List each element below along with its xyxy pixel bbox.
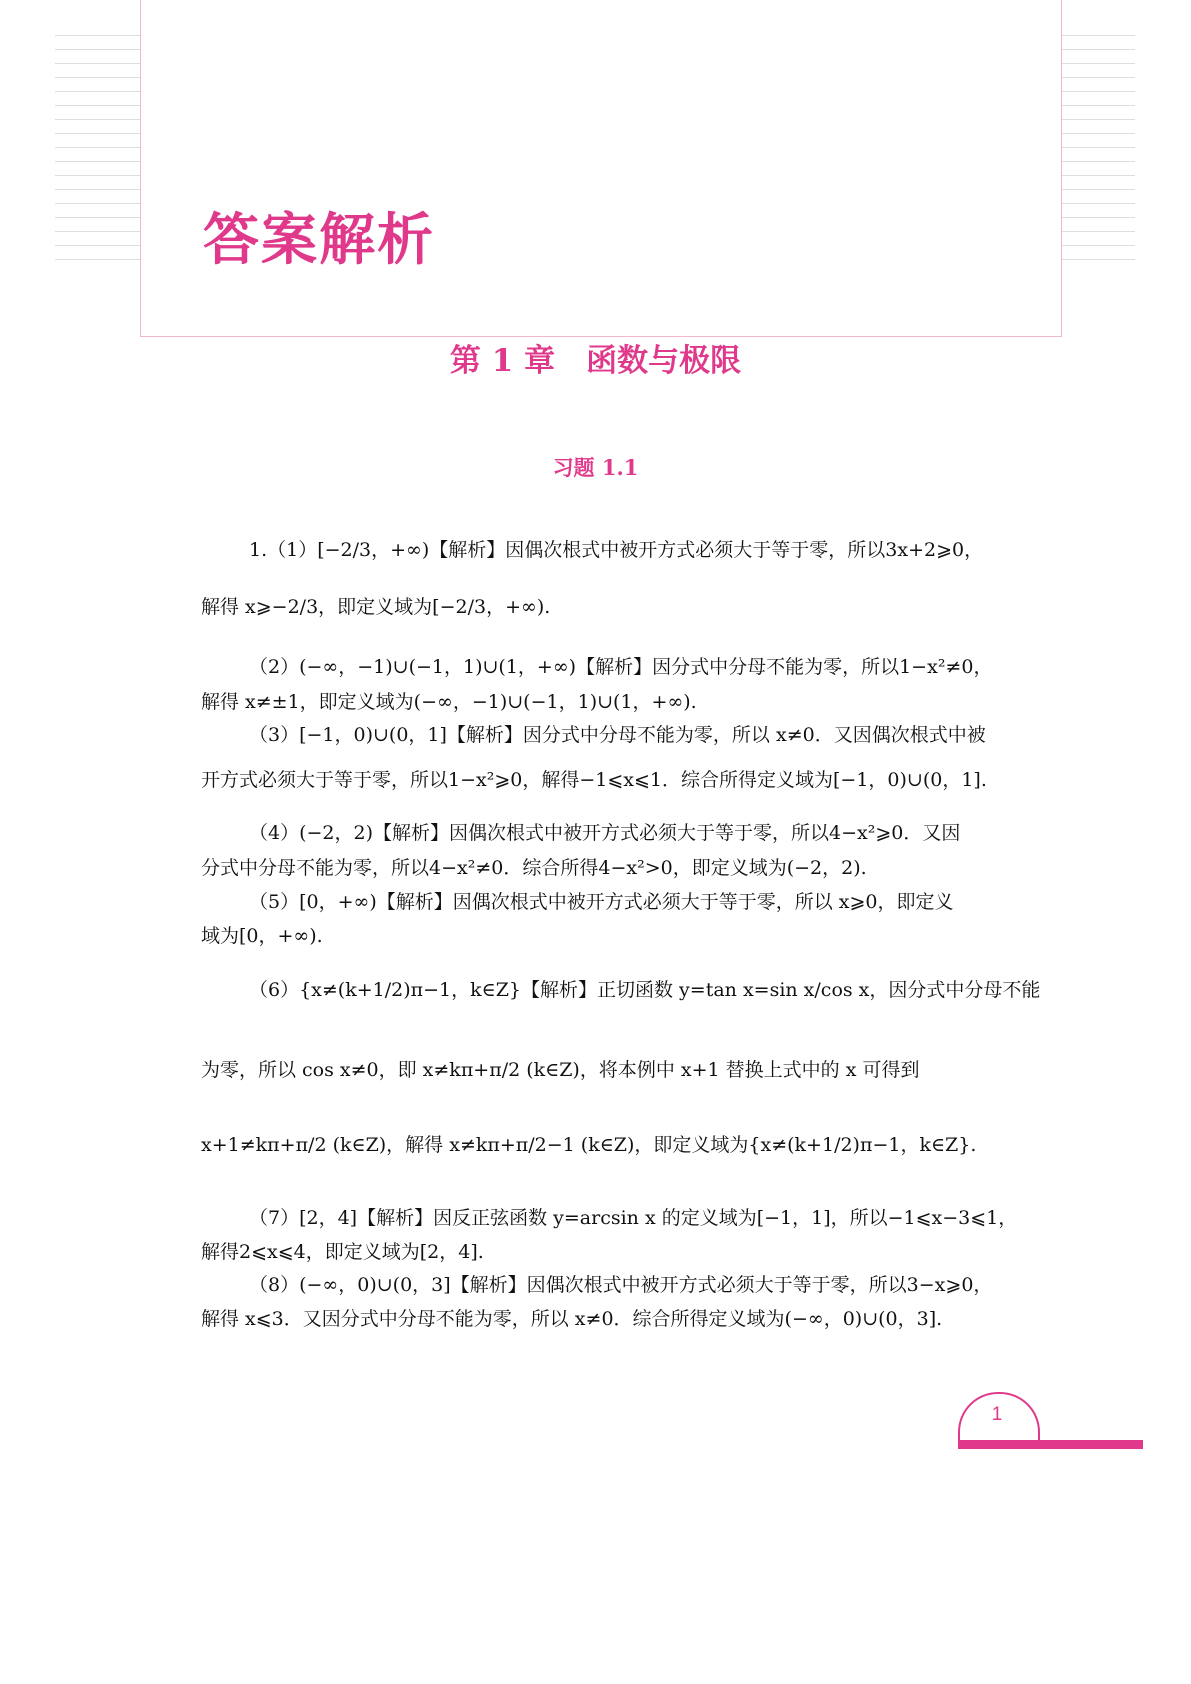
text-line: 解得 x⩾−2/3，即定义域为[−2/3，+∞). xyxy=(201,596,551,618)
text-line: 解得 x≠±1，即定义域为(−∞，−1)∪(−1，1)∪(1，+∞). xyxy=(201,691,697,713)
page-footer-bar xyxy=(958,1440,1143,1449)
decorative-dashes-left xyxy=(55,35,150,270)
chapter-title: 第 1 章 函数与极限 xyxy=(449,343,742,379)
text-line: 开方式必须大于等于零，所以1−x²⩾0，解得−1⩽x⩽1．综合所得定义域为[−1，0)∪(0，1]. xyxy=(201,769,987,791)
text-line: 为零，所以 cos x≠0，即 x≠kπ+π/2 (k∈Z)，将本例中 x+1 替换上式中的 x 可得到 xyxy=(201,1059,920,1081)
text-line: （7）[2，4]【解析】因反正弦函数 y=arcsin x 的定义域为[−1，1]，所以−1⩽x−3⩽1， xyxy=(249,1207,1018,1229)
text-line: （4）(−2，2)【解析】因偶次根式中被开方式必须大于等于零，所以4−x²⩾0．又因 xyxy=(249,822,961,844)
text-line: （8）(−∞，0)∪(0，3]【解析】因偶次根式中被开方式必须大于等于零，所以3−x⩾0， xyxy=(249,1274,993,1296)
text-line: （5）[0，+∞)【解析】因偶次根式中被开方式必须大于等于零，所以 x⩾0，即定义 xyxy=(249,891,954,913)
title-frame xyxy=(140,0,1062,337)
text-line: 分式中分母不能为零，所以4−x²≠0．综合所得4−x²>0，即定义域为(−2，2). xyxy=(201,857,867,879)
text-line: （2）(−∞，−1)∪(−1，1)∪(1，+∞)【解析】因分式中分母不能为零，所以1−x²≠0， xyxy=(249,656,993,678)
page-number: 1 xyxy=(991,1404,1003,1425)
section-title: 习题 1.1 xyxy=(552,455,639,480)
page-title: 答案解析 xyxy=(203,208,435,273)
text-line: 域为[0，+∞). xyxy=(201,925,323,947)
text-line: 解得2⩽x⩽4，即定义域为[2，4]. xyxy=(201,1241,484,1263)
text-line: （6）{x≠(k+1/2)π−1，k∈Z}【解析】正切函数 y=tan x=sin x/cos x，因分式中分母不能 xyxy=(249,979,1041,1001)
text-line: （3）[−1，0)∪(0，1]【解析】因分式中分母不能为零，所以 x≠0．又因偶次根式中被 xyxy=(249,724,986,746)
text-line: x+1≠kπ+π/2 (k∈Z)，解得 x≠kπ+π/2−1 (k∈Z)，即定义域为{x≠(k+1/2)π−1，k∈Z}. xyxy=(201,1134,977,1156)
text-line: 1.（1）[−2/3，+∞)【解析】因偶次根式中被开方式必须大于等于零，所以3x+2⩾0， xyxy=(249,539,984,561)
text-line: 解得 x⩽3．又因分式中分母不能为零，所以 x≠0．综合所得定义域为(−∞，0)∪(0，3]. xyxy=(201,1308,943,1330)
